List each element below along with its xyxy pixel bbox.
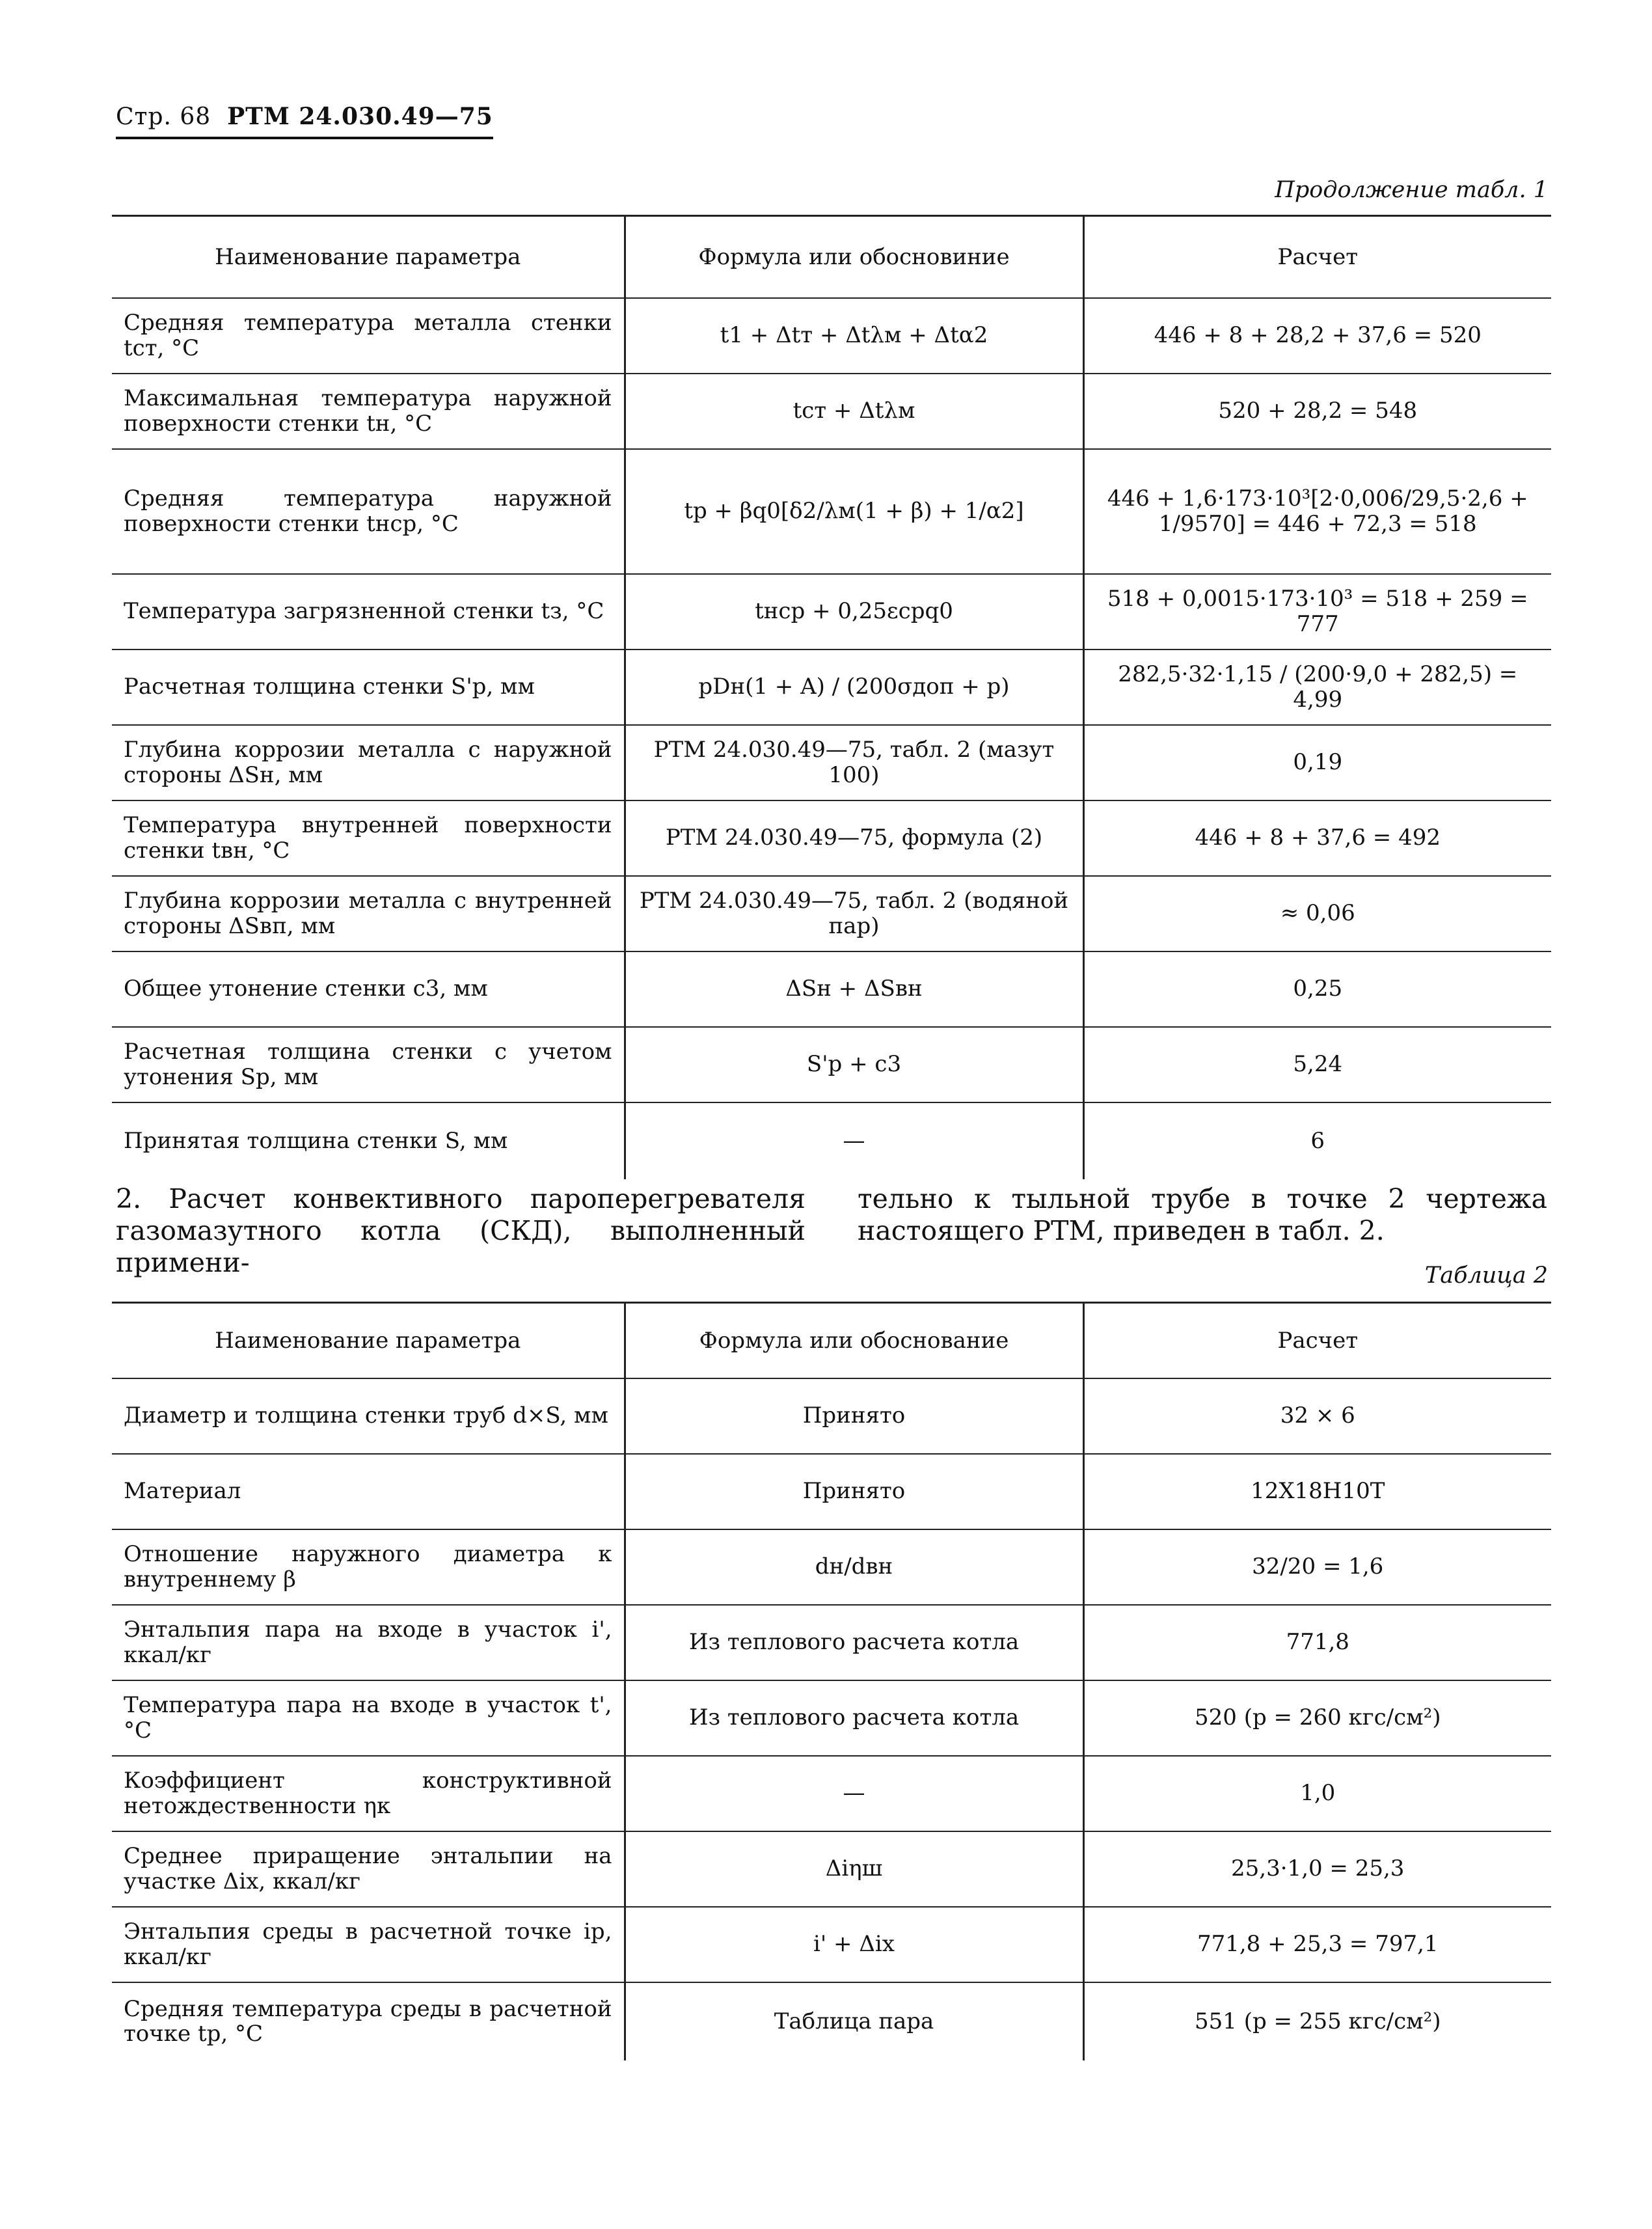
formula-cell: tнср + 0,25εсрq0 — [625, 574, 1083, 650]
table-row — [112, 1102, 1551, 1179]
formula-cell: — — [625, 1102, 1083, 1179]
param-cell: Материал — [112, 1454, 625, 1529]
column-header: Формула или обоснование — [625, 1303, 1083, 1378]
formula-cell: t1 + Δtт + Δtλм + Δtα2 — [625, 298, 1083, 374]
formula-cell: i' + Δix — [625, 1907, 1083, 1982]
table-row — [112, 1982, 1551, 2060]
result-cell: 1,0 — [1083, 1756, 1551, 1831]
page-number: Стр. 68 — [116, 103, 211, 130]
table-row — [112, 298, 1551, 374]
param-cell: Максимальная температура наружной поверхности стенки tн, °С — [112, 374, 625, 449]
table-row — [112, 725, 1551, 800]
formula-cell: РТМ 24.030.49—75, табл. 2 (водяной пар) — [625, 876, 1083, 951]
param-cell: Энтальпия среды в расчетной точке iр, ккал/кг — [112, 1907, 625, 1982]
result-cell: 12Х18Н10Т — [1083, 1454, 1551, 1529]
column-header: Наименование параметра — [112, 216, 625, 298]
param-cell: Общее утонение стенки с3, мм — [112, 951, 625, 1027]
table-row — [112, 1680, 1551, 1756]
result-cell: 446 + 8 + 28,2 + 37,6 = 520 — [1083, 298, 1551, 374]
formula-cell: Из теплового расчета котла — [625, 1680, 1083, 1756]
param-cell: Температура внутренней поверхности стенки tвн, °С — [112, 800, 625, 876]
result-cell: 518 + 0,0015·173·10³ = 518 + 259 = 777 — [1083, 574, 1551, 650]
table-row — [112, 1378, 1551, 1454]
param-cell: Диаметр и толщина стенки труб d×S, мм — [112, 1378, 625, 1454]
param-cell: Глубина коррозии металла с наружной стороны ΔSн, мм — [112, 725, 625, 800]
param-cell: Отношение наружного диаметра к внутреннему β — [112, 1529, 625, 1605]
result-cell: 32/20 = 1,6 — [1083, 1529, 1551, 1605]
table-row — [112, 574, 1551, 650]
formula-cell: Δiηш — [625, 1831, 1083, 1907]
param-cell: Средняя температура металла стенки tст, °С — [112, 298, 625, 374]
paragraph-right-column: тельно к тыльной трубе в точке 2 чертежа настоящего РТМ, приведен в табл. 2. — [858, 1183, 1547, 1247]
result-cell: 520 (p = 260 кгс/см²) — [1083, 1680, 1551, 1756]
result-cell: 6 — [1083, 1102, 1551, 1179]
param-cell: Расчетная толщина стенки S'р, мм — [112, 650, 625, 725]
table-row — [112, 800, 1551, 876]
param-cell: Температура пара на входе в участок t', °С — [112, 1680, 625, 1756]
formula-cell: tст + Δtλм — [625, 374, 1083, 449]
result-cell: 5,24 — [1083, 1027, 1551, 1102]
param-cell: Среднее приращение энтальпии на участке Δix, ккал/кг — [112, 1831, 625, 1907]
page-header — [116, 103, 493, 139]
formula-cell: Принято — [625, 1378, 1083, 1454]
column-header: Расчет — [1083, 216, 1551, 298]
document-code: РТМ 24.030.49—75 — [227, 103, 493, 130]
table-row — [112, 1529, 1551, 1605]
table-row — [112, 951, 1551, 1027]
formula-cell: РТМ 24.030.49—75, формула (2) — [625, 800, 1083, 876]
result-cell: 0,19 — [1083, 725, 1551, 800]
table-1 — [112, 215, 1551, 1179]
formula-cell: — — [625, 1756, 1083, 1831]
result-cell: 771,8 — [1083, 1605, 1551, 1680]
result-cell: 446 + 1,6·173·10³[2·0,006/29,5·2,6 + 1/9570] = 446 + 72,3 = 518 — [1083, 449, 1551, 574]
table-row — [112, 1756, 1551, 1831]
column-header: Расчет — [1083, 1303, 1551, 1378]
result-cell: 446 + 8 + 37,6 = 492 — [1083, 800, 1551, 876]
param-cell: Расчетная толщина стенки с учетом утонения Sр, мм — [112, 1027, 625, 1102]
formula-cell: Из теплового расчета котла — [625, 1605, 1083, 1680]
table-row — [112, 1454, 1551, 1529]
table-row — [112, 1605, 1551, 1680]
formula-cell: S'р + с3 — [625, 1027, 1083, 1102]
param-cell: Коэффициент конструктивной нетождественности ηк — [112, 1756, 625, 1831]
table2-caption: Таблица 2 — [1424, 1263, 1548, 1289]
table-row — [112, 1831, 1551, 1907]
result-cell: 0,25 — [1083, 951, 1551, 1027]
formula-cell: ΔSн + ΔSвн — [625, 951, 1083, 1027]
table1-caption: Продолжение табл. 1 — [1275, 177, 1548, 203]
param-cell: Энтальпия пара на входе в участок i', ккал/кг — [112, 1605, 625, 1680]
table-row — [112, 650, 1551, 725]
formula-cell: tр + βq0[δ2/λм(1 + β) + 1/α2] — [625, 449, 1083, 574]
table-2 — [112, 1302, 1551, 2060]
result-cell: 520 + 28,2 = 548 — [1083, 374, 1551, 449]
table-row — [112, 1027, 1551, 1102]
formula-cell: Таблица пара — [625, 1982, 1083, 2060]
result-cell: ≈ 0,06 — [1083, 876, 1551, 951]
table-row — [112, 1907, 1551, 1982]
param-cell: Принятая толщина стенки S, мм — [124, 1127, 508, 1154]
formula-cell: pDн(1 + A) / (200σдоп + p) — [625, 650, 1083, 725]
formula-cell: РТМ 24.030.49—75, табл. 2 (мазут 100) — [625, 725, 1083, 800]
column-header: Формула или обосновиние — [625, 216, 1083, 298]
formula-cell: dн/dвн — [625, 1529, 1083, 1605]
formula-cell: Принято — [625, 1454, 1083, 1529]
table-row — [112, 876, 1551, 951]
result-cell: 551 (p = 255 кгс/см²) — [1083, 1982, 1551, 2060]
param-cell: Глубина коррозии металла с внутренней стороны ΔSвп, мм — [112, 876, 625, 951]
param-cell: Средняя температура наружной поверхности стенки tнср, °С — [112, 449, 625, 574]
param-cell: Средняя температура среды в расчетной точке tр, °С — [124, 1995, 612, 2047]
table-row — [112, 374, 1551, 449]
result-cell: 282,5·32·1,15 / (200·9,0 + 282,5) = 4,99 — [1083, 650, 1551, 725]
result-cell: 32 × 6 — [1083, 1378, 1551, 1454]
result-cell: 25,3·1,0 = 25,3 — [1083, 1831, 1551, 1907]
param-cell: Температура загрязненной стенки tз, °С — [112, 574, 625, 650]
table-row — [112, 449, 1551, 574]
column-header: Наименование параметра — [112, 1303, 625, 1378]
paragraph-left-column: 2. Расчет конвективного пароперегревателя газомазутного котла (СКД), выполненный примени- — [116, 1183, 806, 1279]
result-cell: 771,8 + 25,3 = 797,1 — [1083, 1907, 1551, 1982]
